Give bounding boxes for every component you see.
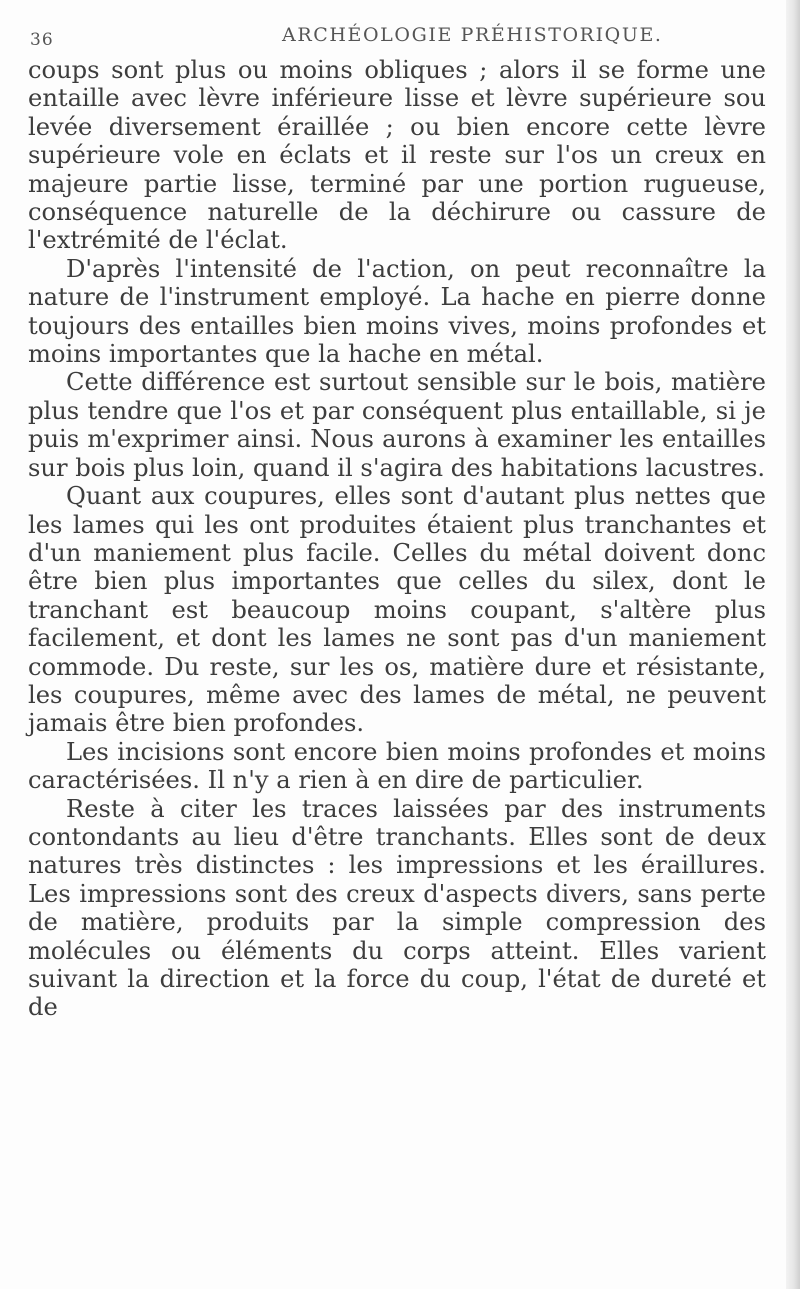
paragraph: Cette différence est surtout sensible sur le bois, matière plus tendre que l'os et par conséquent plus entaillable, si je puis m'exprimer ainsi. Nous aurons à examiner les entailles sur bois plus loin, quand il s'agira des habitations lacustres. (28, 368, 766, 482)
paragraph: D'après l'intensité de l'action, on peut reconnaître la nature de l'instrument employé. La hache en pierre donne toujours des entailles bien moins vives, moins profondes et moins importantes que la hache en métal. (28, 254, 766, 369)
paragraph: Quant aux coupures, elles sont d'autant plus nettes que les lames qui les ont produites étaient plus tranchantes et d'un maniement plus facile. Celles du métal doivent donc être bien plus importantes que celles du silex, dont le tranchant est beaucoup moins coupant, s'altère plus facilement, et dont les lames ne sont pas d'un maniement commode. Du reste, sur les os, matière dure et résistante, les coupures, même avec des lames de métal, ne peuvent jamais être bien profondes. (28, 482, 766, 738)
paragraph: Reste à citer les traces laissées par des instruments contondants au lieu d'être tranchants. Elles sont de deux natures très distinctes : les impressions et les éraillures. Les impressions sont des creux d'aspects divers, sans perte de matière, produits par la simple compression des molécules ou éléments du corps atteint. Elles varient suivant la direction et la force du coup, l'état de dureté et de (28, 794, 766, 1022)
page-edge-shadow (786, 0, 800, 1289)
running-head: ARCHÉOLOGIE PRÉHISTORIQUE. (282, 24, 663, 46)
page-number: 36 (30, 30, 54, 50)
paragraph: Les incisions sont encore bien moins profondes et moins caractérisées. Il n'y a rien à en dire de particulier. (28, 737, 766, 795)
body-text (28, 56, 766, 1022)
paragraph: coups sont plus ou moins obliques ; alors il se forme une entaille avec lèvre inférieure lisse et lèvre supérieure sou levée diversement éraillée ; ou bien encore cette lèvre supérieure vole en éclats et il reste sur l'os un creux en majeure partie lisse, terminé par une portion rugueuse, conséquence naturelle de la déchirure ou cassure de l'extrémité de l'éclat. (28, 56, 766, 255)
page-header (30, 14, 770, 54)
